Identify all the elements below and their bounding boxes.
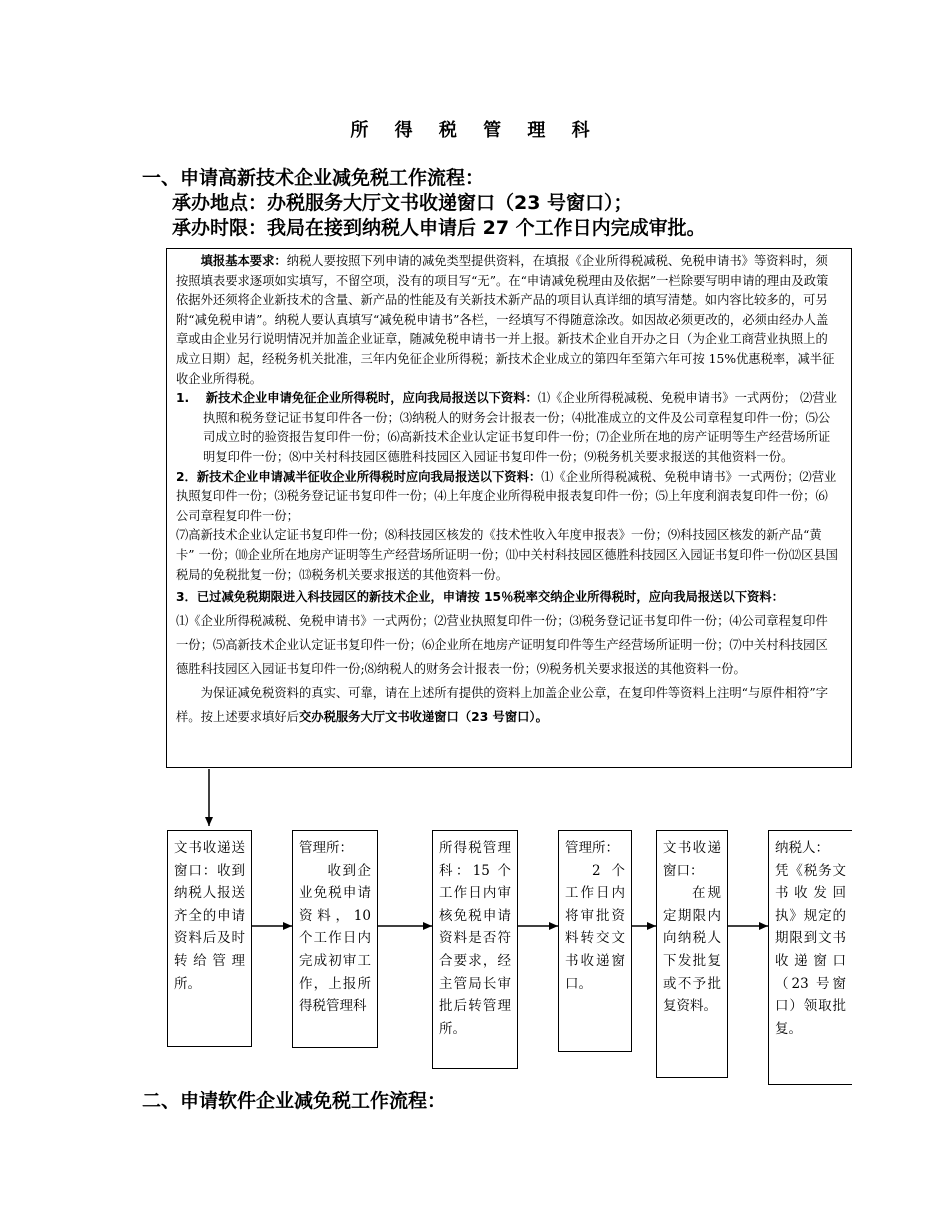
intro-text: 纳税人要按照下列申请的减免类型提供资料，在填报《企业所得税减税、免税申请书》等资料时，须按照填表要求逐项如实填写，不留空项，没有的项目写“无”。在“申请减免税理由及依据”一栏除要写明申请的理由及政策依据外还须将企业新技术的含量、新产品的性能及有关新技术新产品的项目认真详细的填写清楚。如内容比较多的，可另附“减免税申请”。纳税人要认真填写“减免税申请书”各栏，一经填写不得随意涂改。如因故必须更改的，必须由经办人盖章或由企业另行说明情况并加盖企业证章，随减免税申请书一并上报。新技术企业自开办之日（为企业工商营业执照上的成立日期）起，经税务机关批准，三年内免征企业所得税；新技术企业成立的第四年至第六年可按 15%优惠税率，减半征收企业所得税。 [176,254,835,386]
section2-heading: 二、申请软件企业减免税工作流程： [142,1090,447,1112]
item1-text: ⑴《企业所得税减税、免税申请书》一式两份； ⑵营业执照和税务登记证书复印件各一份；⑶纳税人的财务会计报表一份；⑷批准成立的文件及公司章程复印件一份；⑸公司成立时的验资报告复印件一份；⑹高新技术企业认定证书复印件一份；⑺企业所在地的房产证明等生产经营场所证明复印件一份；⑻中关村科技园区德胜科技园区入园证书复印件一份；⑼税务机关要求报送的其他资料一份。 [203,391,837,464]
section1-heading: 一、申请高新技术企业减免税工作流程： [142,167,485,189]
page-title: 所 得 税 管 理 科 [350,120,600,141]
flow-step-6-text: 凭《税务文书收发回执》规定的期限到文书收递窗口（23 号窗口）领取批复。 [775,862,846,1037]
intro-label: 填报基本要求： [200,254,287,268]
flow-step-document-window-2 [656,830,728,1078]
flow-step-3-text: 所得税管理科：15 个工作日内审核免税申请资料是否符合要求，经主管局长审批后转管理所。 [439,840,511,1037]
flow-step-taxpayer [768,830,852,1085]
flow-step-management-office [292,830,378,1048]
flow-step-2-head: 管理所： [299,840,353,856]
section1-location: 承办地点：办税服务大厅文书收递窗口（23 号窗口）； [172,192,633,214]
section1-time-limit: 承办时限：我局在接到纳税人申请后 27 个工作日内完成审批。 [172,217,706,239]
item3-label: 3．已过减免税期限进入科技园区的新技术企业，申请按 15％税率交纳企业所得税时，应向我局报送以下资料： [176,590,784,605]
closing-bold: 交办税服务大厅文书收递窗口（23 号窗口）。 [298,710,548,725]
flow-step-4-text: 2 个工作日内将审批资料转交文书收递窗口。 [565,862,625,992]
flow-step-management-office-2 [558,830,632,1052]
flow-step-income-tax-section [432,830,518,1069]
closing-text: 为保证减免税资料的真实、可靠，请在上述所有提供的资料上加盖企业公章，在复印件等资料上注明“与原件相符”字样。按上述要求填好后 [176,686,829,725]
flow-step-6-head: 纳税人： [775,840,829,856]
item1-label: 1. 新技术企业申请免征企业所得税时，应向我局报送以下资料： [176,391,538,406]
item2-label: 2．新技术企业申请减半征收企业所得税时应向我局报送以下资料： [176,469,542,484]
flow-step-5-text: 在规定期限内向纳税人下发批复或不予批复资料。 [663,885,721,1015]
flow-step-document-window [167,830,252,1047]
item2-text-a: ⑴《企业所得税减税、免税申请书》一式两份；⑵营业执照复印件一份；⑶税务登记证书复印件一份；⑷上年度企业所得税申报表复印件一份；⑸上年度利润表复印件一份；⑹公司章程复印件一份； [176,469,837,523]
flow-step-2-text: 收到企业免税申请资料，10 个工作日内完成初审工作，上报所得税管理科 [299,862,371,1015]
flow-step-4-head: 管理所： [565,840,619,856]
flow-step-5-head: 文书收递窗口： [663,840,721,879]
flow-step-1-text: 文书收递送窗口：收到纳税人报送齐全的申请资料后及时转给管理所。 [174,840,245,992]
item3-text: ⑴《企业所得税减税、免税申请书》一式两份；⑵营业执照复印件一份；⑶税务登记证书复印件一份；⑷公司章程复印件一份；⑸高新技术企业认定证书复印件一份；⑹企业所在地房产证明复印件等生产经营场所证明一份；⑺中关村科技园区德胜科技园区入园证书复印件一份;⑻纳税人的财务会计报表一份；⑼税务机关要求报送的其他资料一份。 [176,614,828,677]
item2-text-b: ⑺高新技术企业认定证书复印件一份；⑻科技园区核发的《技术性收入年度申报表》一份；⑼科技园区核发的新产品“黄卡” 一份；⑽企业所在地房产证明等生产经营场所证明一份；⑾中关村科技园区德胜科技园区入园证书复印件一份⑿区县国税局的免税批复一份；⒀税务机关要求报送的其他资料一份。 [176,528,838,582]
